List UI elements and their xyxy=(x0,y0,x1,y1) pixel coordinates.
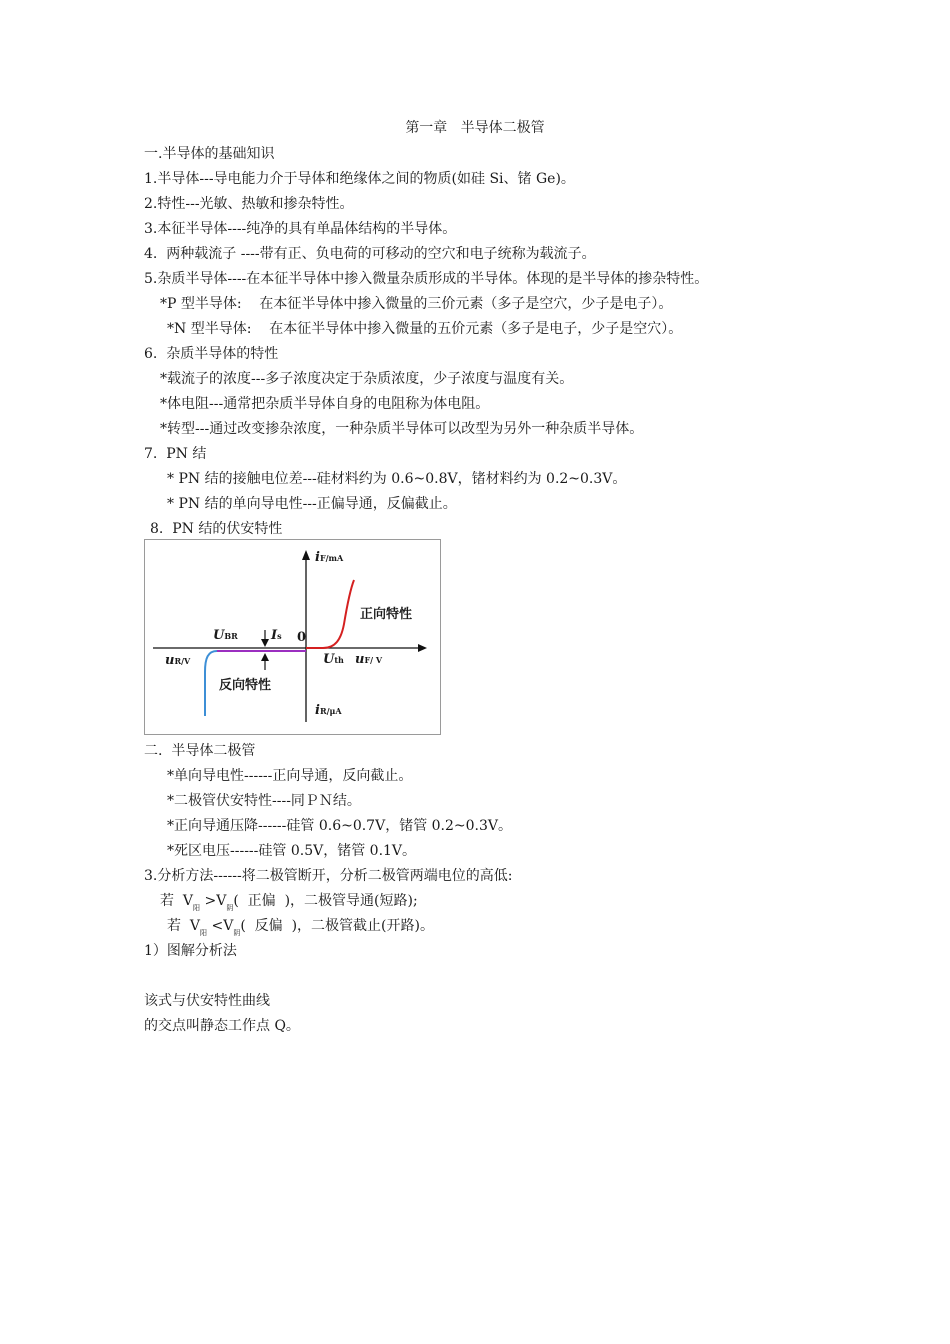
list-item: * PN 结的接触电位差---硅材料约为 0.6~0.8V，锗材料约为 0.2~0.3V。 xyxy=(167,471,627,487)
condition-forward-bias: 若 $V_阳 >V_阴$( 正偏 )，二极管导通(短路); xyxy=(160,893,418,912)
section-heading: 二. 半导体二极管 xyxy=(144,743,256,759)
list-item: 6. 杂质半导体的特性 xyxy=(144,346,279,362)
pn-junction-iv-figure xyxy=(144,539,441,735)
x-axis-arrow xyxy=(418,644,427,652)
iv-curve-graphic xyxy=(145,540,442,736)
list-item: *转型---通过改变掺杂浓度，一种杂质半导体可以改型为另外一种杂质半导体。 xyxy=(160,421,644,437)
uth-label: Uth xyxy=(323,652,344,667)
method-heading: 1）图解分析法 xyxy=(144,943,237,959)
list-item: * PN 结的单向导电性---正偏导通，反偏截止。 xyxy=(167,496,457,512)
list-item: 2.特性---光敏、热敏和掺杂特性。 xyxy=(144,196,354,212)
is-arrow-down-head xyxy=(261,639,269,647)
reverse-characteristic-label: 反向特性 xyxy=(219,678,272,693)
note-line: 的交点叫静态工作点 Q。 xyxy=(144,1018,300,1034)
list-item: 4. 两种载流子 ----带有正、负电荷的可移动的空穴和电子统称为载流子。 xyxy=(144,246,596,262)
condition-reverse-bias: 若 $V_阳 <V_阴$( 反偏 )，二极管截止(开路)。 xyxy=(167,918,434,937)
list-item: 3.本征半导体----纯净的具有单晶体结构的半导体。 xyxy=(144,221,457,237)
list-item: 7. PN 结 xyxy=(144,446,207,462)
forward-characteristic-label: 正向特性 xyxy=(360,607,413,622)
list-item: *正向导通压降------硅管 0.6~0.7V，锗管 0.2~0.3V。 xyxy=(167,818,513,834)
list-item: *单向导电性------正向导通，反向截止。 xyxy=(167,768,413,784)
list-item: *P 型半导体: 在本征半导体中掺入微量的三价元素（多子是空穴，少子是电子）。 xyxy=(160,296,673,312)
list-item: *体电阻---通常把杂质半导体自身的电阻称为体电阻。 xyxy=(160,396,490,412)
list-item: 5.杂质半导体----在本征半导体中掺入微量杂质形成的半导体。体现的是半导体的掺杂特性。 xyxy=(144,271,709,287)
section-heading: 一.半导体的基础知识 xyxy=(144,146,275,162)
is-arrow-up-head xyxy=(261,653,269,661)
breakdown-curve xyxy=(205,651,217,716)
list-item: 8. PN 结的伏安特性 xyxy=(150,521,283,537)
origin-label: 0 xyxy=(297,630,307,645)
is-label: Is xyxy=(271,628,282,643)
note-line: 该式与伏安特性曲线 xyxy=(144,993,270,1009)
list-item: *载流子的浓度---多子浓度决定于杂质浓度，少子浓度与温度有关。 xyxy=(160,371,574,387)
list-item: *N 型半导体: 在本征半导体中掺入微量的五价元素（多子是电子，少子是空穴）。 xyxy=(167,321,683,337)
list-item: 3.分析方法------将二极管断开，分析二极管两端电位的高低: xyxy=(144,868,513,884)
list-item: 1.半导体---导电能力介于导体和绝缘体之间的物质(如硅 Si、锗 Ge)。 xyxy=(144,171,575,187)
forward-curve xyxy=(306,580,354,648)
x-axis-right-label: uF/ V xyxy=(355,652,383,667)
ubr-label: UBR xyxy=(213,628,238,643)
list-item: *二极管伏安特性----同ＰＮ结。 xyxy=(167,793,361,809)
y-axis-arrow xyxy=(302,550,310,560)
x-axis-left-label: uR/V xyxy=(165,653,191,668)
list-item: *死区电压------硅管 0.5V，锗管 0.1V。 xyxy=(167,843,417,859)
chapter-title: 第一章 半导体二极管 xyxy=(405,120,545,136)
y-axis-top-label: iF/mA xyxy=(315,550,344,565)
y-axis-bottom-label: iR/μA xyxy=(315,703,342,718)
